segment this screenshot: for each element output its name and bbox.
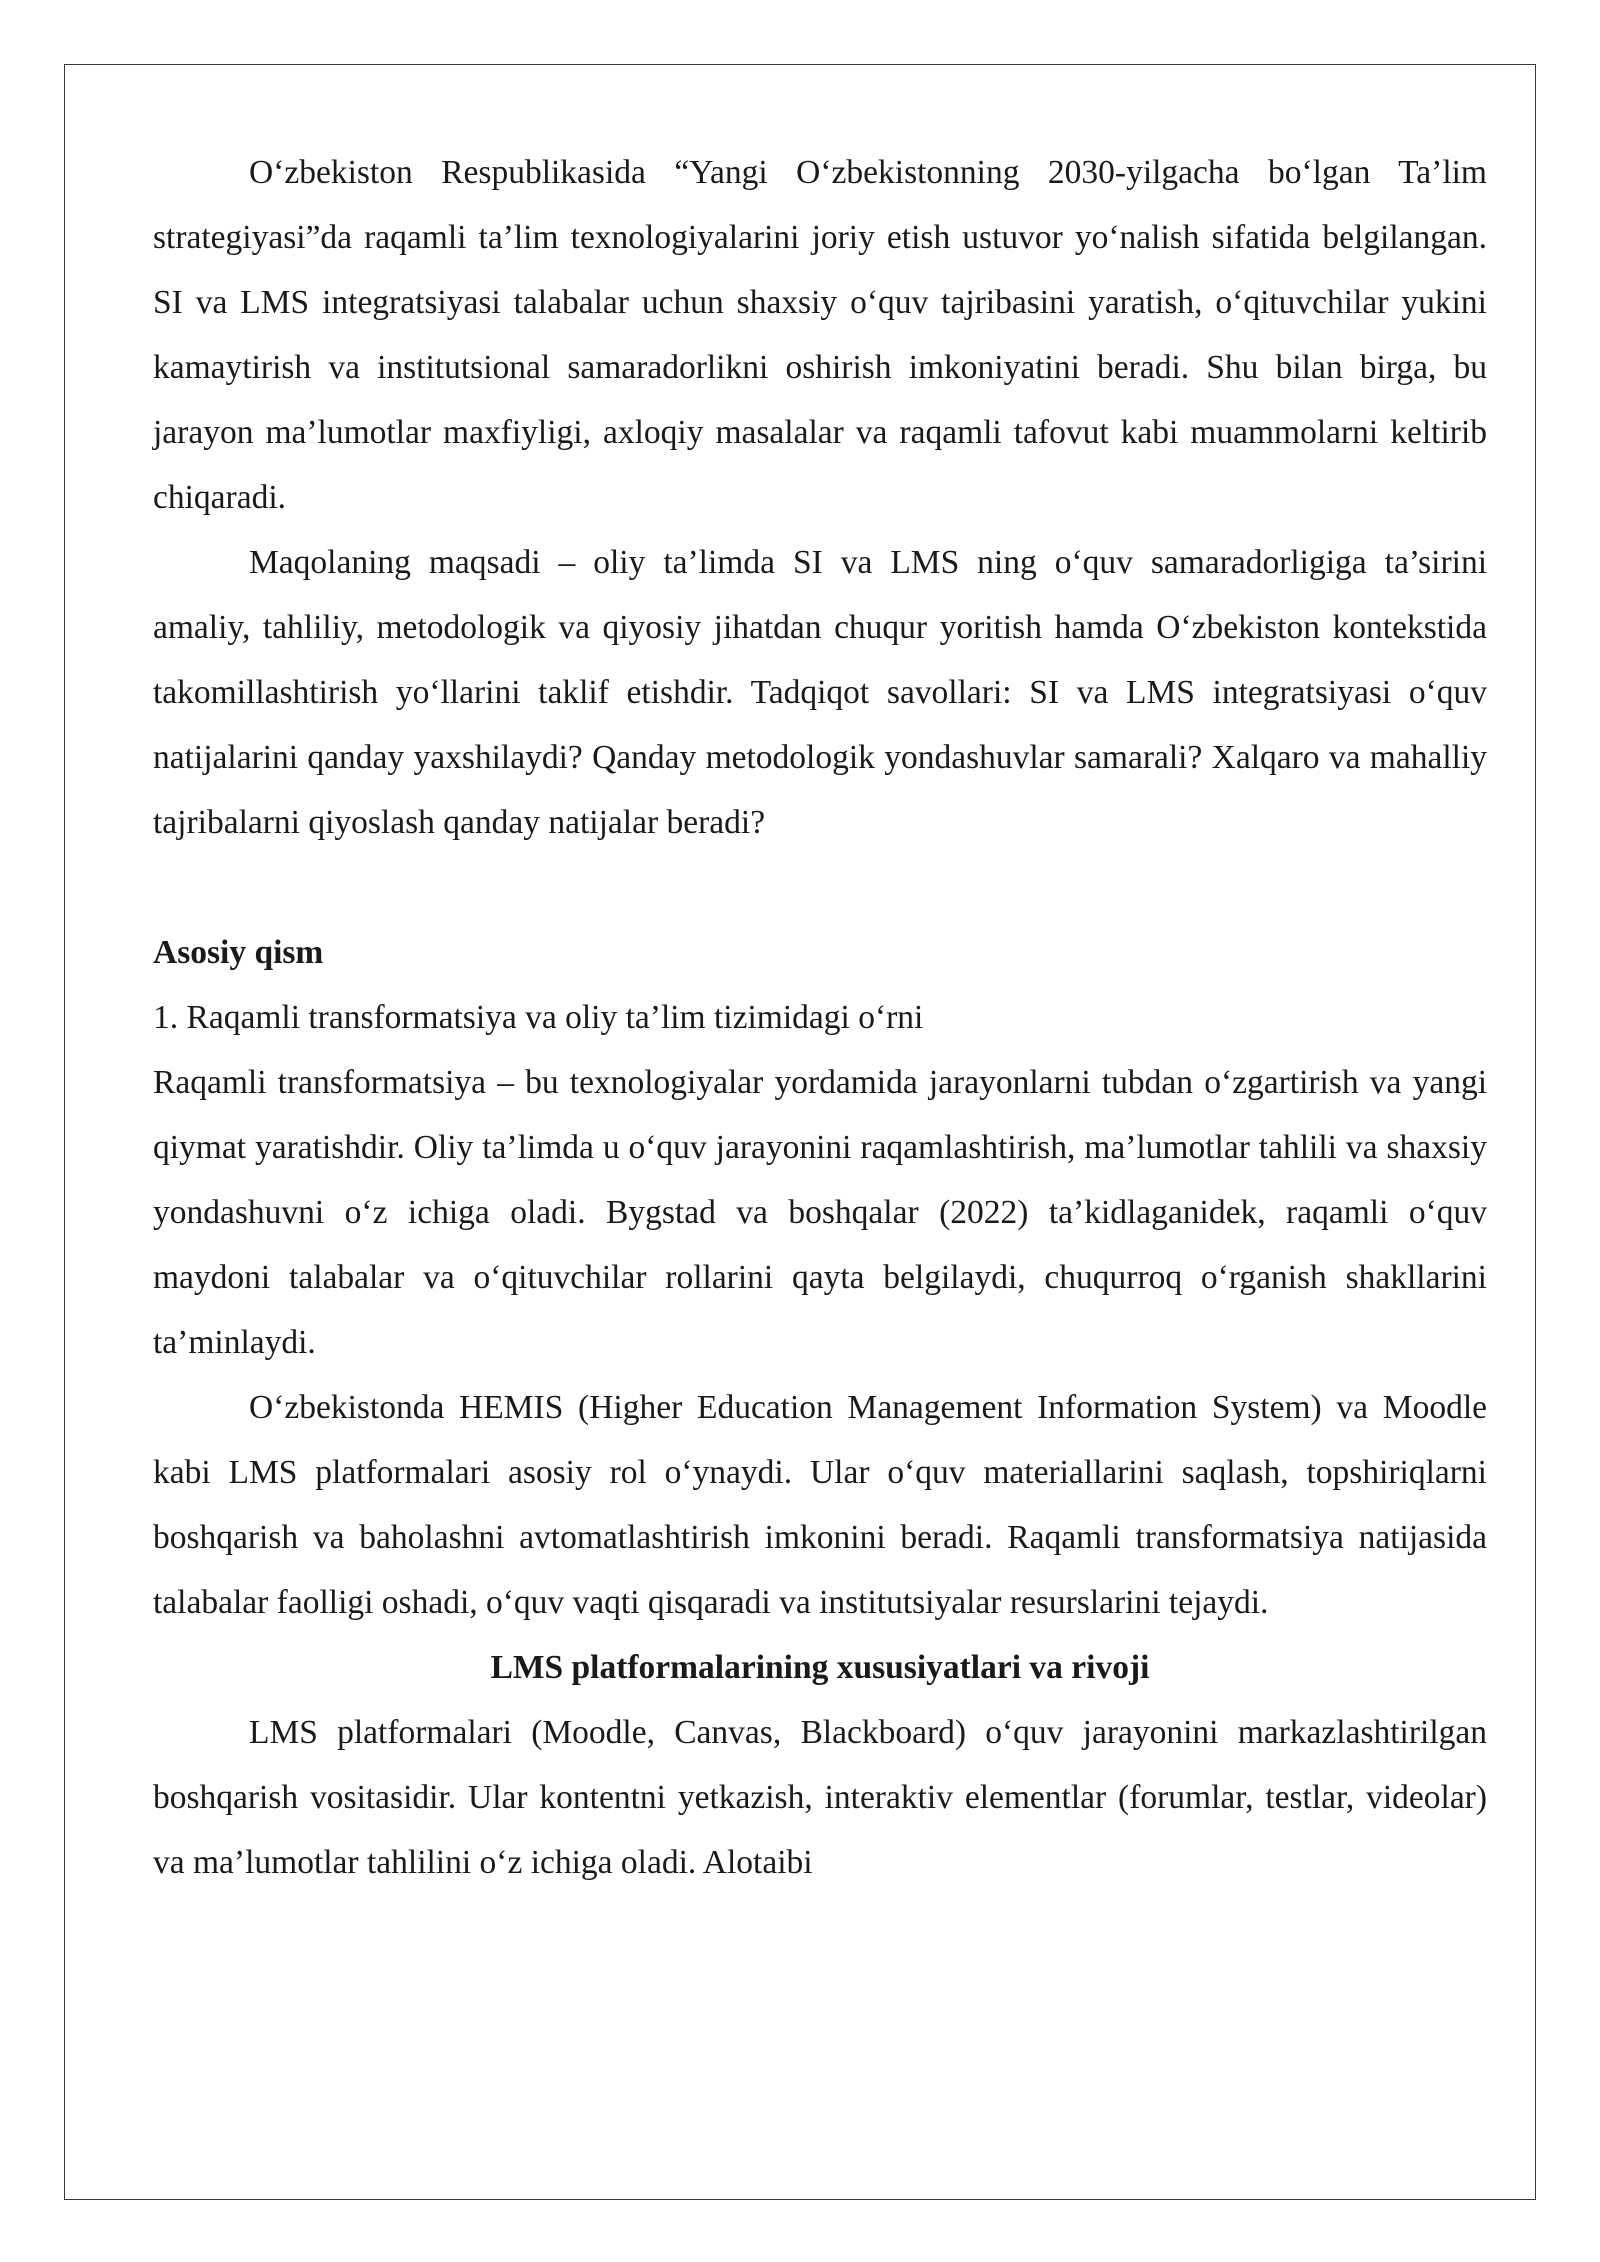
blank-line [153,855,1487,920]
intro-paragraph-2: Maqolaning maqsadi – oliy ta’limda SI va LMS ning o‘quv samaradorligiga ta’sirini amaliy, tahliliy, metodologik va qiyosiy jihatdan chuqur yoritish hamda O‘zbekiston kontekstida takomillashtirish yo‘llarini taklif etishdir. Tadqiqot savollari: SI va LMS integratsiyasi o‘quv natijalarini qanday yaxshilaydi? Qanday metodologik yondashuvlar samarali? Xalqaro va mahalliy tajribalarni qiyoslash qanday natijalar beradi? [153,544,1487,841]
lms-heading: LMS platformalarining xususiyatlari va rivoji [490,1649,1150,1686]
document-body [153,140,1487,1895]
section-paragraph-1: Raqamli transformatsiya – bu texnologiyalar yordamida jarayonlarni tubdan o‘zgartirish va yangi qiymat yaratishdir. Oliy ta’limda u o‘quv jarayonini raqamlashtirish, ma’lumotlar tahlili va shaxsiy yondashuvni o‘z ichiga oladi. Bygstad va boshqalar (2022) ta’kidlaganidek, raqamli o‘quv maydoni talabalar va o‘qituvchilar rollarini qayta belgilaydi, chuqurroq o‘rganish shakllarini ta’minlaydi. [153,1064,1487,1361]
subsection-heading: 1. Raqamli transformatsiya va oliy ta’lim tizimidagi o‘rni [153,999,924,1036]
lms-paragraph: LMS platformalari (Moodle, Canvas, Blackboard) o‘quv jarayonini markazlashtirilgan boshqarish vositasidir. Ular kontentni yetkazish, interaktiv elementlar (forumlar, testlar, videolar) va ma’lumotlar tahlilini o‘z ichiga oladi. Alotaibi [153,1714,1487,1881]
section-heading: Asosiy qism [153,934,324,971]
section-paragraph-2: O‘zbekistonda HEMIS (Higher Education Management Information System) va Moodle kabi LMS platformalari asosiy rol o‘ynaydi. Ular o‘quv materiallarini saqlash, topshiriqlarni boshqarish va baholashni avtomatlashtirish imkonini beradi. Raqamli transformatsiya natijasida talabalar faolligi oshadi, o‘quv vaqti qisqaradi va institutsiyalar resurslarini tejaydi. [153,1389,1487,1621]
intro-paragraph-1: O‘zbekiston Respublikasida “Yangi O‘zbekistonning 2030-yilgacha bo‘lgan Ta’lim strategiyasi”da raqamli ta’lim texnologiyalarini joriy etish ustuvor yo‘nalish sifatida belgilangan. SI va LMS integratsiyasi talabalar uchun shaxsiy o‘quv tajribasini yaratish, o‘qituvchilar yukini kamaytirish va institutsional samaradorlikni oshirish imkoniyatini beradi. Shu bilan birga, bu jarayon ma’lumotlar maxfiyligi, axloqiy masalalar va raqamli tafovut kabi muammolarni keltirib chiqaradi. [153,154,1487,516]
